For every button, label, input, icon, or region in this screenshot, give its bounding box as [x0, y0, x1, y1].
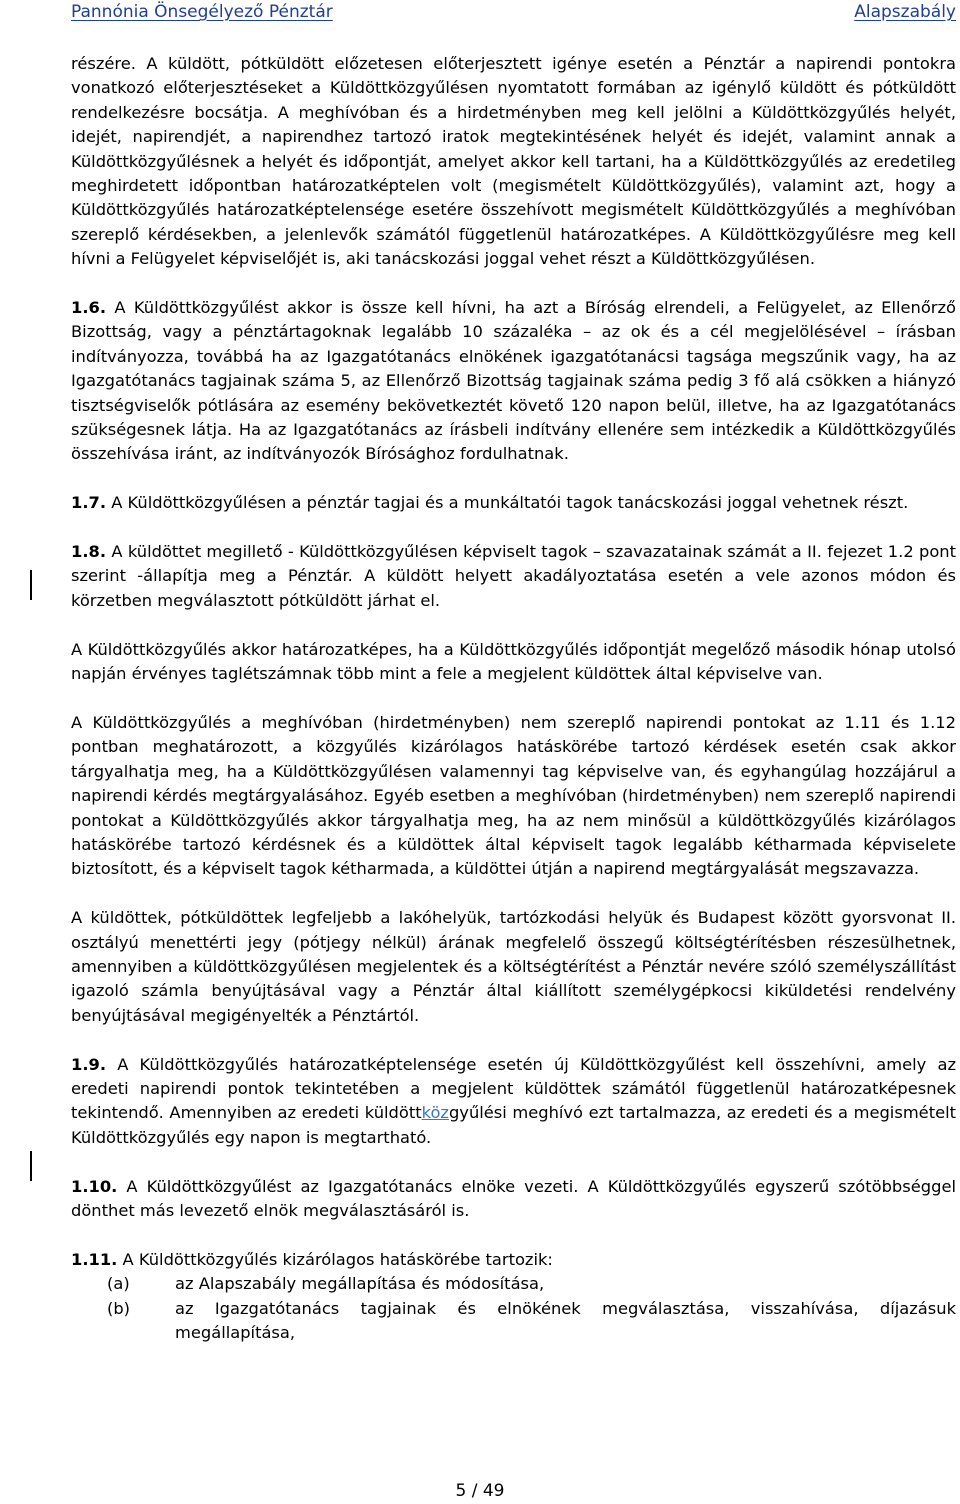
section-1-10	[71, 1175, 956, 1224]
section-number: 1.9.	[71, 1054, 107, 1074]
section-1-11	[71, 1248, 956, 1272]
section-1-9	[71, 1053, 956, 1151]
section-text: A Küldöttközgyűlés határozatképtelensége esetén új Küldöttközgyűlést kell összehívni, amely az eredeti napirendi pontok tekintetében a megjelent küldöttek számától függetlenül határozatképesnek tekintendő. Amennyiben az eredeti küldött	[71, 1054, 957, 1123]
paragraph-invitation: részére. A küldött, pótküldött előzetesen előterjesztett igénye esetén a Pénztár a napirendi pontokra vonatkozó előterjesztéseket a Küldöttközgyűlésen nyomtatott formában az igénylő küldött és pótküldött rendelkezésre bocsátja. A meghívóban és a hirdetményben meg kell jelölni a Küldöttközgyűlés helyét, idejét, napirendjét, a napirendhez tartozó iratok megtekintésének helyét és idejét, valamint annak a Küldöttközgyűlésnek a helyét és időpontját, amelyet akkor kell tartani, ha a Küldöttközgyűlés az eredetileg meghirdetett időpontban határozatképtelen volt (megismételt Küldöttközgyűlés), valamint azt, hogy a Küldöttközgyűlés határozatképtelensége esetére összehívott megismételt Küldöttközgyűlés a meghívóban szereplő kérdésekben, a jelenlevők számától függetlenül határozatképes. A Küldöttközgyűlésre meg kell hívni a Felügyelet képviselőjét is, aki tanácskozási joggal vehet részt a Küldöttközgyűlésen.	[71, 54, 956, 269]
section-number: 1.8.	[71, 542, 107, 562]
list-item-text: az Alapszabály megállapítása és módosítása,	[175, 1274, 545, 1294]
header-document-title: Alapszabály	[854, 2, 956, 22]
list-item	[71, 1272, 956, 1296]
section-text: A Küldöttközgyűlésen a pénztár tagjai és a munkáltatói tagok tanácskozási joggal vehetnek részt.	[111, 493, 909, 513]
section-number: 1.11.	[71, 1249, 118, 1269]
section-1-7	[71, 491, 956, 515]
section-text: A Küldöttközgyűlést akkor is össze kell hívni, ha azt a Bíróság elrendeli, a Felügyelet, az Ellenőrző Bizottság, vagy a pénztártagoknak legalább 10 százaléka – az ok és a cél megjelölésével – írásban indítványozza, továbbá ha az Igazgatótanács elnökének igazgatótanácsi tagsága megszűnik vagy, ha az Igazgatótanács tagjainak száma 5, az Ellenőrző Bizottság tagjainak száma pedig 3 fő alá csökken a hiányzó tisztségviselők pótlására az esemény bekövetkeztét követő 120 napon belül, illetve, ha az Igazgatótanács szükségesnek látja. Ha az Igazgatótanács az írásbeli indítvány ellenére sem intézkedik a Küldöttközgyűlés összehívása iránt, az indítványozók Bírósághoz fordulhatnak.	[71, 298, 956, 464]
section-1-8	[71, 540, 956, 613]
revision-bar	[30, 1151, 32, 1181]
paragraph-expenses: A küldöttek, pótküldöttek legfeljebb a lakóhelyük, tartózkodási helyük és Budapest között gyorsvonat II. osztályú menettérti jegy (pótjegy nélkül) árának megfelelő összegű költségtérítésben részesülhetnek, amennyiben a küldöttközgyűlésen megjelentek és a költségtérítést a Pénztár nevére szóló személyszállítást igazoló számla benyújtásával vagy a Pénztár által kiállított személygépkocsi kiküldetési rendelvény benyújtásával megigényelték a Pénztártól.	[71, 908, 956, 1025]
paragraph-quorum: A Küldöttközgyűlés akkor határozatképes, ha a Küldöttközgyűlés időpontját megelőző második hónap utolsó napján érvényes taglétszámnak több mint a fele a megjelent küldöttek által képviselve van.	[71, 639, 956, 684]
page-number: 5 / 49	[455, 1481, 505, 1501]
document-body	[71, 52, 956, 1345]
list-item-label: (a)	[107, 1274, 130, 1294]
section-1-6	[71, 296, 956, 467]
tracked-change-text: köz	[421, 1103, 449, 1123]
section-number: 1.6.	[71, 298, 107, 318]
header-fund-name: Pannónia Önsegélyező Pénztár	[71, 2, 333, 22]
page-header	[71, 2, 956, 32]
section-number: 1.7.	[71, 493, 107, 513]
list-item-label: (b)	[107, 1298, 131, 1318]
paragraph-agenda: A Küldöttközgyűlés a meghívóban (hirdetményben) nem szereplő napirendi pontokat az 1.11 és 1.12 pontban meghatározott, a közgyűlés kizárólagos hatáskörébe tartozó kérdések esetén csak akkor tárgyalhatja meg, ha a Küldöttközgyűlésen valamennyi tag képviselve van, és egyhangúlag hozzájárul a napirendi kérdés megtárgyalásához. Egyéb esetben a meghívóban (hirdetményben) nem szereplő napirendi pontokat a Küldöttközgyűlés akkor tárgyalhatja meg, ha az nem minősül a küldöttközgyűlés kizárólagos hatáskörébe tartozó kérdésnek és a küldöttek által képviselt tagok legalább kétharmada képviselete biztosított, és a képviselt tagok kétharmada, a küldöttei útján a napirend megtárgyalását megszavazza.	[71, 712, 956, 879]
section-text: A Küldöttközgyűlést az Igazgatótanács elnöke vezeti. A Küldöttközgyűlés egyszerű szótöbbséggel dönthet más levezető elnök megválasztásáról is.	[71, 1176, 956, 1220]
list-item-text: az Igazgatótanács tagjainak és elnökének megválasztása, visszahívása, díjazásuk megállapítása,	[175, 1298, 956, 1342]
section-number: 1.10.	[71, 1176, 118, 1196]
revision-bar	[30, 570, 32, 600]
list-item	[71, 1297, 956, 1346]
section-text: gyűlési meghívó ezt tartalmazza, az eredeti és a megismételt Küldöttközgyűlés egy napon is megtartható.	[71, 1103, 956, 1147]
section-text: A küldöttet megillető - Küldöttközgyűlésen képviselt tagok – szavazatainak számát a II. fejezet 1.2 pont szerint -állapítja meg a Pénztár. A küldött helyett akadályoztatása esetén a vele azonos módon és körzetben megválasztott pótküldött járhat el.	[71, 542, 956, 610]
section-text: A Küldöttközgyűlés kizárólagos hatáskörébe tartozik:	[122, 1249, 553, 1269]
